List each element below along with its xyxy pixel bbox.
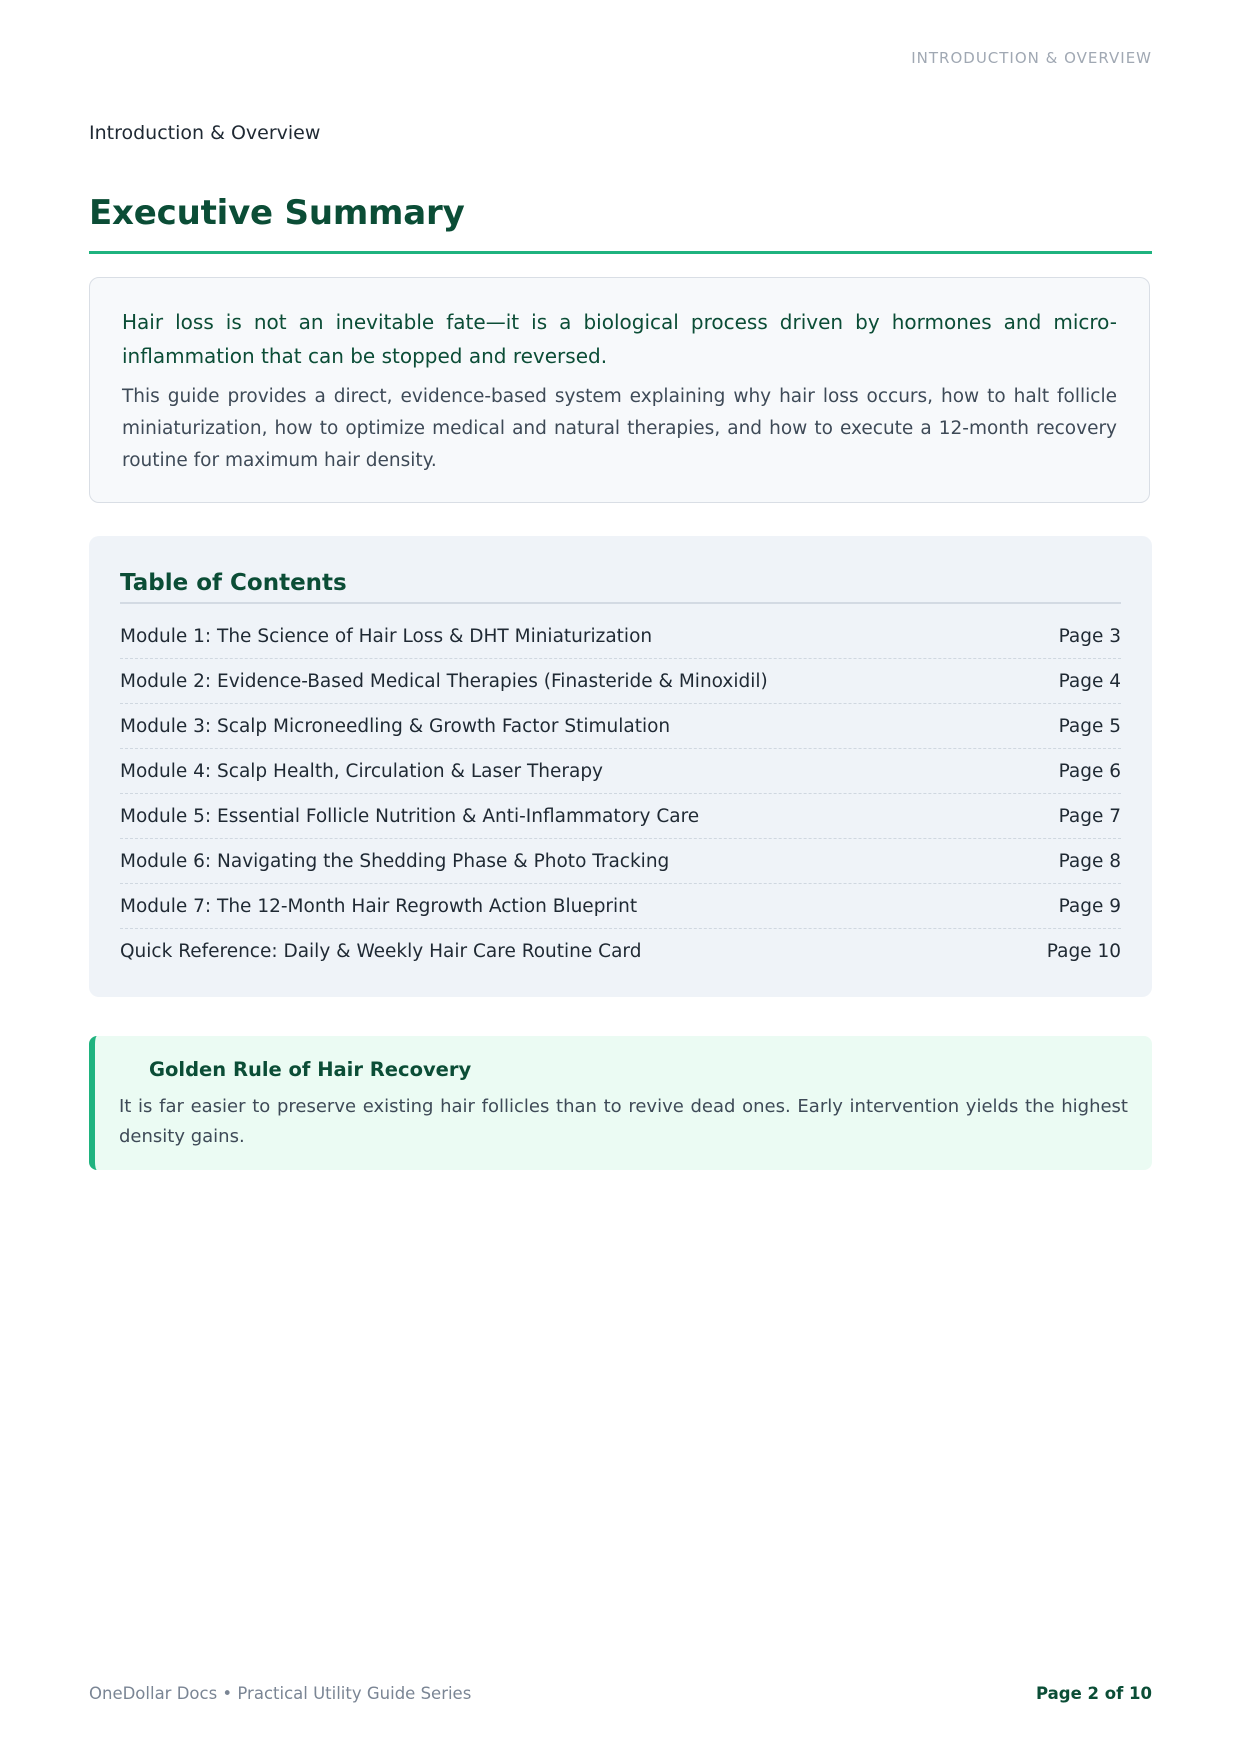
- summary-lead: Hair loss is not an inevitable fate—it is a biological process driven by hormones and micro-inflammation that can be stopped and reversed.: [122, 310, 1117, 368]
- toc-item-label: Module 2: Evidence-Based Medical Therapies (Finasteride & Minoxidil): [120, 670, 768, 692]
- toc-item-page: Page 9: [1058, 895, 1121, 917]
- toc-item-label: Module 3: Scalp Microneedling & Growth Factor Stimulation: [120, 715, 671, 737]
- callout-body: It is far easier to preserve existing hair follicles than to revive dead ones. Early intervention yields the highest density gains.: [119, 1096, 1128, 1147]
- toc-list: [120, 614, 1121, 973]
- toc-title: Table of Contents: [120, 570, 347, 596]
- toc-item-label: Module 6: Navigating the Shedding Phase & Photo Tracking: [120, 850, 670, 872]
- toc-item[interactable]: [120, 839, 1121, 884]
- toc-item-page: Page 8: [1058, 850, 1121, 872]
- table-of-contents: [89, 536, 1152, 997]
- toc-item-page: Page 3: [1058, 625, 1121, 647]
- toc-item[interactable]: [120, 929, 1121, 973]
- toc-item-label: Module 1: The Science of Hair Loss & DHT Miniaturization: [120, 625, 653, 647]
- toc-item-label: Module 5: Essential Follicle Nutrition & Anti-Inflammatory Care: [120, 805, 700, 827]
- toc-item[interactable]: [120, 749, 1121, 794]
- callout-title: Golden Rule of Hair Recovery: [149, 1058, 472, 1081]
- toc-item[interactable]: [120, 659, 1121, 704]
- running-header: INTRODUCTION & OVERVIEW: [911, 49, 1152, 67]
- toc-item-page: Page 6: [1058, 760, 1121, 782]
- summary-box: [89, 277, 1150, 503]
- toc-item-page: Page 5: [1058, 715, 1121, 737]
- footer-page-number: Page 2 of 10: [1036, 1684, 1152, 1703]
- toc-item[interactable]: [120, 794, 1121, 839]
- toc-item-label: Module 7: The 12-Month Hair Regrowth Action Blueprint: [120, 895, 638, 917]
- toc-item-page: Page 10: [1046, 940, 1121, 962]
- toc-item-page: Page 7: [1058, 805, 1121, 827]
- toc-item-page: Page 4: [1058, 670, 1121, 692]
- section-label: Introduction & Overview: [89, 122, 321, 144]
- toc-item[interactable]: [120, 884, 1121, 929]
- footer-series: OneDollar Docs • Practical Utility Guide Series: [89, 1684, 472, 1703]
- toc-item[interactable]: [120, 614, 1121, 659]
- summary-body: This guide provides a direct, evidence-based system explaining why hair loss occurs, how to halt follicle miniaturization, how to optimize medical and natural therapies, and how to execute a 12-month recovery routine for maximum hair density.: [122, 386, 1117, 471]
- page-title: Executive Summary: [89, 193, 465, 233]
- title-divider: [89, 251, 1152, 254]
- toc-item[interactable]: [120, 704, 1121, 749]
- toc-item-label: Quick Reference: Daily & Weekly Hair Care Routine Card: [120, 940, 642, 962]
- toc-divider: [120, 602, 1121, 604]
- golden-rule-callout: [89, 1036, 1152, 1170]
- toc-item-label: Module 4: Scalp Health, Circulation & Laser Therapy: [120, 760, 604, 782]
